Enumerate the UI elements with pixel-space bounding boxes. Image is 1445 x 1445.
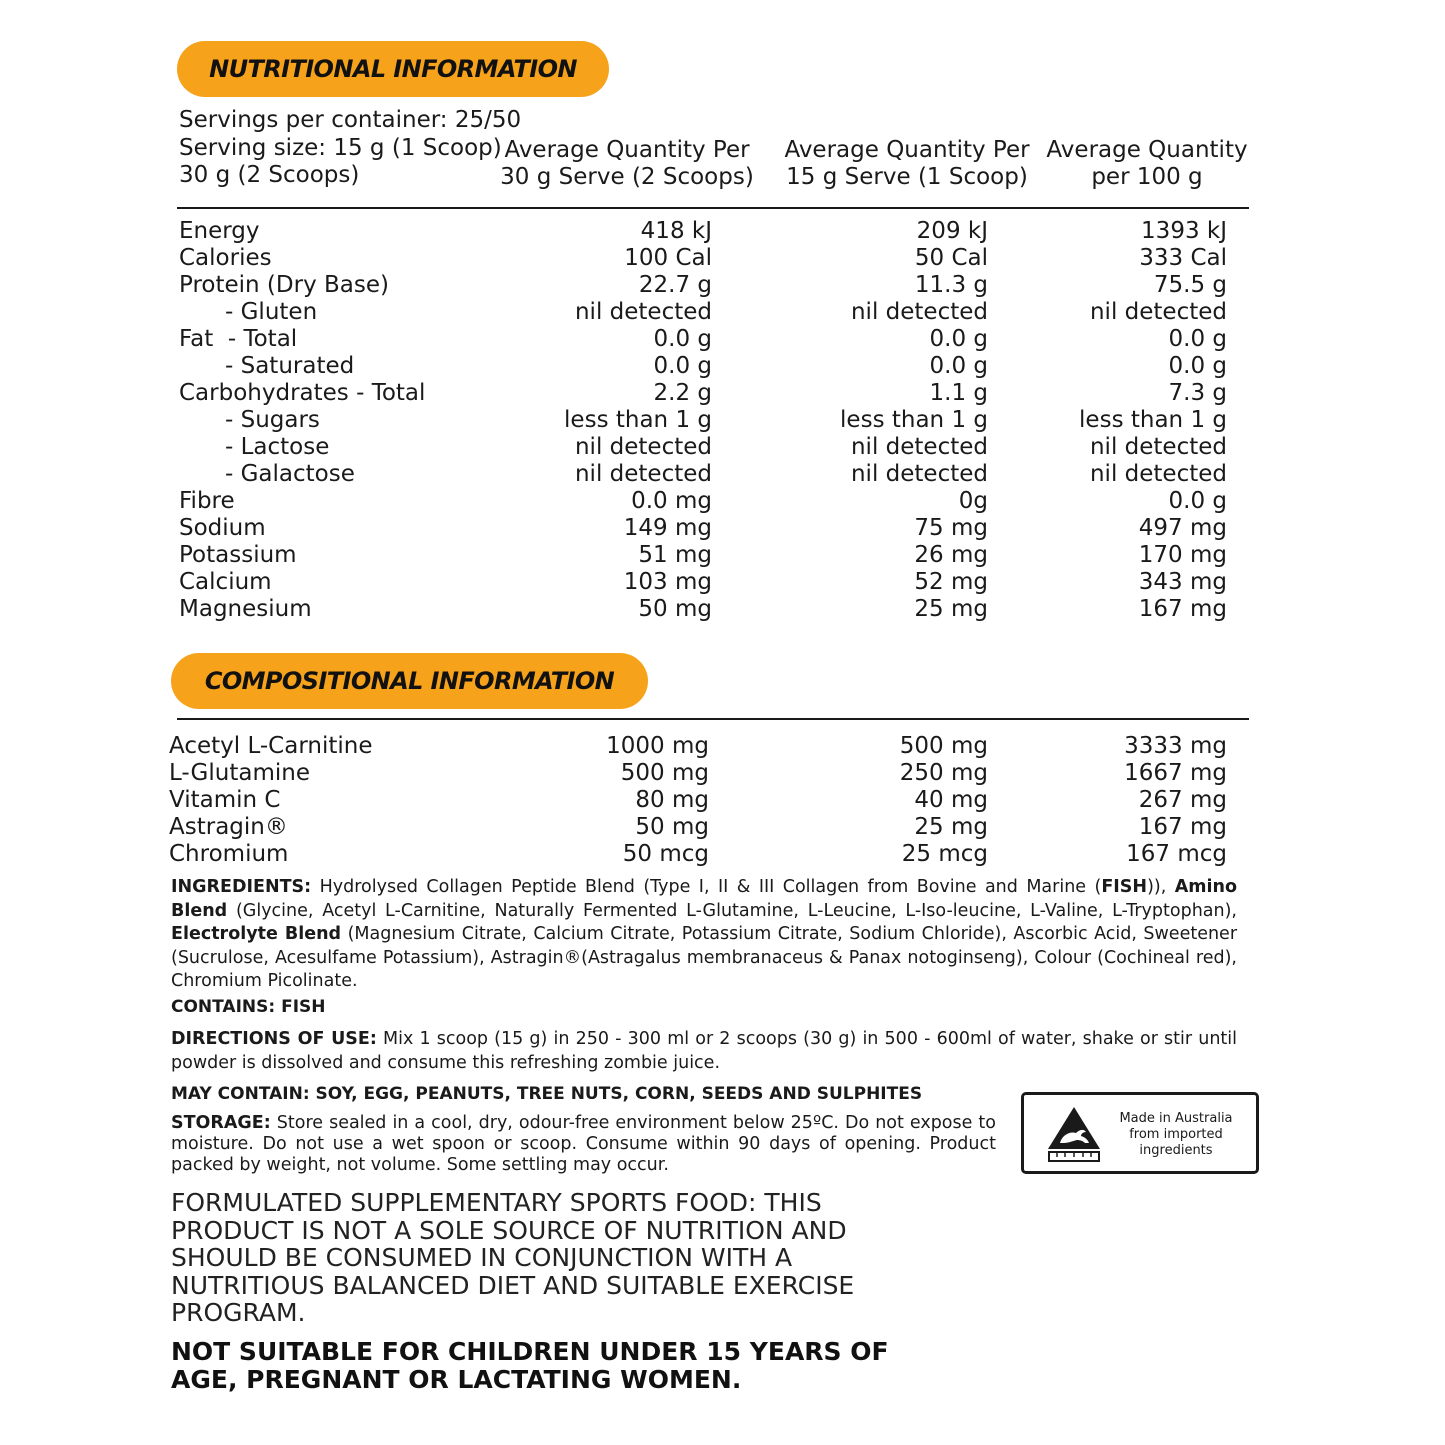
nutrition-row-calcium — [0, 569, 1445, 596]
ingredients-text-4: (Magnesium Citrate, Calcium Citrate, Potassium Citrate, Sodium Chloride), Ascorbic Acid, Sweetener (Sucrulose, Acesulfame Potassium), Astragin®(Astragalus membranaceus & Panax notoginseng), Colour (Cochineal red), Chromium Picolinate. — [171, 924, 1238, 991]
compositional-title: COMPOSITIONAL INFORMATION — [204, 667, 615, 695]
ingredient-label: Vitamin C — [169, 787, 281, 813]
value-100g: less than 1 g — [1079, 407, 1227, 433]
nutrient-label: Sodium — [179, 515, 266, 541]
nutrient-label: Fat - Total — [179, 326, 298, 352]
value-15g: less than 1 g — [840, 407, 988, 433]
servings-per-container: Servings per container: 25/50 — [179, 107, 522, 133]
value-30g: less than 1 g — [564, 407, 712, 433]
ingredient-label: L-Glutamine — [169, 760, 310, 786]
value-30g: 0.0 g — [653, 326, 712, 352]
directions-text: Mix 1 scoop (15 g) in 250 - 300 ml or 2 scoops (30 g) in 500 - 600ml of water, shake or stir until powder is dissolved and consume this refreshing zombie juice. — [171, 1029, 1237, 1073]
nutrient-label: Protein (Dry Base) — [179, 272, 389, 298]
column-header-30g-line1: Average Quantity Per — [504, 137, 750, 163]
ingredients-paragraph — [171, 876, 1237, 994]
composition-row-l-glutamine — [0, 760, 1445, 787]
ingredients-text-3: (Glycine, Acetyl L-Carnitine, Naturally Fermented L-Glutamine, L-Leucine, L-Iso-leucine, L-Valine, L-Tryptophan), — [227, 900, 1237, 921]
directions-paragraph — [171, 1028, 1237, 1075]
value-100g: 3333 mg — [1124, 733, 1227, 759]
value-100g: 167 mg — [1138, 596, 1227, 622]
value-100g: nil detected — [1089, 434, 1227, 460]
directions-heading: DIRECTIONS OF USE: — [171, 1029, 377, 1049]
value-30g: 22.7 g — [638, 272, 712, 298]
serving-size-line2: 30 g (2 Scoops) — [179, 162, 360, 188]
ingredients-amino-blend: Amino Blend — [171, 877, 1237, 921]
made-in-australia-badge — [1021, 1092, 1259, 1174]
compositional-divider — [177, 718, 1249, 720]
nutrition-row-potassium — [0, 542, 1445, 569]
value-30g: nil detected — [574, 299, 712, 325]
nutrition-row-sodium — [0, 515, 1445, 542]
ingredients-text-2: )), — [1147, 877, 1175, 897]
ingredients-electrolyte-blend: Electrolyte Blend — [171, 924, 342, 944]
nutrient-label: Magnesium — [179, 596, 312, 622]
value-15g: 500 mg — [899, 733, 988, 759]
badge-line-1: Made in Australia — [1119, 1111, 1233, 1126]
value-100g: 75.5 g — [1153, 272, 1227, 298]
serving-size-line1: Serving size: 15 g (1 Scoop) — [179, 135, 502, 161]
value-15g: 50 Cal — [914, 245, 988, 271]
column-header-100g-line2: per 100 g — [1091, 164, 1203, 190]
value-15g: 52 mg — [914, 569, 988, 595]
nutrition-row-carbohydrates — [0, 380, 1445, 407]
value-15g: nil detected — [850, 461, 988, 487]
value-15g: 25 mg — [914, 814, 988, 840]
value-30g: 1000 mg — [606, 733, 709, 759]
column-header-15g-line1: Average Quantity Per — [784, 137, 1030, 163]
storage-text: Store sealed in a cool, dry, odour-free environment below 25ºC. Do not expose to moisture. Do not use a wet spoon or scoop. Consume within 90 days of opening. Product packed by weight, not volume. Some settling may occur. — [171, 1113, 996, 1175]
nutrition-row-fibre — [0, 488, 1445, 515]
storage-paragraph — [171, 1113, 996, 1176]
ingredient-label: Acetyl L-Carnitine — [169, 733, 373, 759]
value-100g: 333 Cal — [1139, 245, 1227, 271]
value-30g: 149 mg — [623, 515, 712, 541]
nutrient-label: - Sugars — [225, 407, 320, 433]
nutrition-row-sugars — [0, 407, 1445, 434]
value-100g: 0.0 g — [1168, 326, 1227, 352]
column-header-15g-line2: 15 g Serve (1 Scoop) — [786, 164, 1028, 190]
value-30g: 103 mg — [623, 569, 712, 595]
ingredient-label: Astragin® — [169, 814, 288, 840]
made-in-australia-text — [1106, 1111, 1246, 1159]
nutrition-row-lactose — [0, 434, 1445, 461]
value-100g: 267 mg — [1138, 787, 1227, 813]
value-15g: nil detected — [850, 434, 988, 460]
badge-line-3: ingredients — [1139, 1143, 1213, 1158]
value-15g: 75 mg — [914, 515, 988, 541]
value-15g: 0.0 g — [929, 353, 988, 379]
value-100g: 167 mcg — [1126, 841, 1227, 867]
ingredients-fish: FISH — [1101, 877, 1148, 897]
composition-row-acetyl-l-carnitine — [0, 733, 1445, 760]
supplementary-food-statement: FORMULATED SUPPLEMENTARY SPORTS FOOD: THIS PRODUCT IS NOT A SOLE SOURCE OF NUTRITION AND SHOULD BE CONSUMED IN CONJUNCTION WITH A NUTRITIOUS BALANCED DIET AND SUITABLE EXERCISE PROGRAM. — [171, 1188, 855, 1327]
compositional-title-badge — [171, 653, 648, 709]
nutrition-row-galactose — [0, 461, 1445, 488]
value-15g: 209 kJ — [916, 218, 988, 244]
nutrient-label: - Galactose — [225, 461, 355, 487]
may-contain-statement: MAY CONTAIN: SOY, EGG, PEANUTS, TREE NUTS, CORN, SEEDS AND SULPHITES — [171, 1084, 923, 1104]
value-100g: nil detected — [1089, 461, 1227, 487]
column-header-15g — [767, 137, 1047, 191]
nutrient-label: Energy — [179, 218, 260, 244]
value-100g: 497 mg — [1138, 515, 1227, 541]
value-30g: 418 kJ — [640, 218, 712, 244]
value-15g: 0.0 g — [929, 326, 988, 352]
value-15g: 250 mg — [899, 760, 988, 786]
value-30g: 50 mg — [638, 596, 712, 622]
nutrient-label: Calories — [179, 245, 272, 271]
nutrition-row-saturated — [0, 353, 1445, 380]
composition-row-chromium — [0, 841, 1445, 868]
nutrient-label: - Lactose — [225, 434, 330, 460]
nutrition-row-magnesium — [0, 596, 1445, 623]
value-30g: 50 mg — [635, 814, 709, 840]
value-100g: 1393 kJ — [1141, 218, 1227, 244]
value-30g: 0.0 mg — [631, 488, 712, 514]
value-30g: 0.0 g — [653, 353, 712, 379]
value-15g: 26 mg — [914, 542, 988, 568]
value-30g: 2.2 g — [653, 380, 712, 406]
value-30g: 100 Cal — [624, 245, 712, 271]
value-30g: nil detected — [574, 461, 712, 487]
nutrient-label: - Saturated — [225, 353, 355, 379]
nutrition-row-gluten — [0, 299, 1445, 326]
composition-row-vitamin-c — [0, 787, 1445, 814]
value-15g: 40 mg — [914, 787, 988, 813]
value-15g: 11.3 g — [914, 272, 988, 298]
nutritional-divider — [177, 207, 1249, 209]
value-15g: 25 mg — [914, 596, 988, 622]
column-header-100g — [1037, 137, 1257, 191]
value-30g: 51 mg — [638, 542, 712, 568]
value-100g: 0.0 g — [1168, 353, 1227, 379]
nutrition-row-fat-total — [0, 326, 1445, 353]
column-header-30g — [487, 137, 767, 191]
composition-row-astragin — [0, 814, 1445, 841]
nutrient-label: Fibre — [179, 488, 235, 514]
ingredients-heading: INGREDIENTS: — [171, 877, 312, 897]
nutrition-row-calories — [0, 245, 1445, 272]
storage-heading: STORAGE: — [171, 1113, 271, 1133]
nutrition-row-energy — [0, 218, 1445, 245]
column-header-30g-line2: 30 g Serve (2 Scoops) — [500, 164, 754, 190]
value-100g: 167 mg — [1138, 814, 1227, 840]
contains-statement: CONTAINS: FISH — [171, 997, 326, 1017]
suitability-warning: NOT SUITABLE FOR CHILDREN UNDER 15 YEARS OF AGE, PREGNANT OR LACTATING WOMEN. — [171, 1337, 889, 1394]
nutrition-row-protein — [0, 272, 1445, 299]
value-15g: 25 mcg — [901, 841, 988, 867]
nutrient-label: Potassium — [179, 542, 297, 568]
value-100g: 343 mg — [1138, 569, 1227, 595]
value-15g: 0g — [958, 488, 988, 514]
value-30g: nil detected — [574, 434, 712, 460]
nutrient-label: - Gluten — [225, 299, 318, 325]
value-100g: nil detected — [1089, 299, 1227, 325]
nutritional-title: NUTRITIONAL INFORMATION — [209, 55, 577, 83]
ingredient-label: Chromium — [169, 841, 289, 867]
nutrient-label: Carbohydrates - Total — [179, 380, 426, 406]
value-15g: nil detected — [850, 299, 988, 325]
value-100g: 7.3 g — [1168, 380, 1227, 406]
value-30g: 500 mg — [620, 760, 709, 786]
made-in-australia-kangaroo-icon — [1046, 1105, 1102, 1163]
nutrient-label: Calcium — [179, 569, 272, 595]
nutritional-title-badge — [177, 41, 609, 97]
value-100g: 1667 mg — [1124, 760, 1227, 786]
value-30g: 80 mg — [635, 787, 709, 813]
value-30g: 50 mcg — [622, 841, 709, 867]
column-header-100g-line1: Average Quantity — [1046, 137, 1248, 163]
value-100g: 0.0 g — [1168, 488, 1227, 514]
value-15g: 1.1 g — [929, 380, 988, 406]
ingredients-text-1: Hydrolysed Collagen Peptide Blend (Type I, II & III Collagen from Bovine and Marine ( — [319, 877, 1102, 897]
value-100g: 170 mg — [1138, 542, 1227, 568]
badge-line-2: from imported — [1129, 1127, 1223, 1142]
